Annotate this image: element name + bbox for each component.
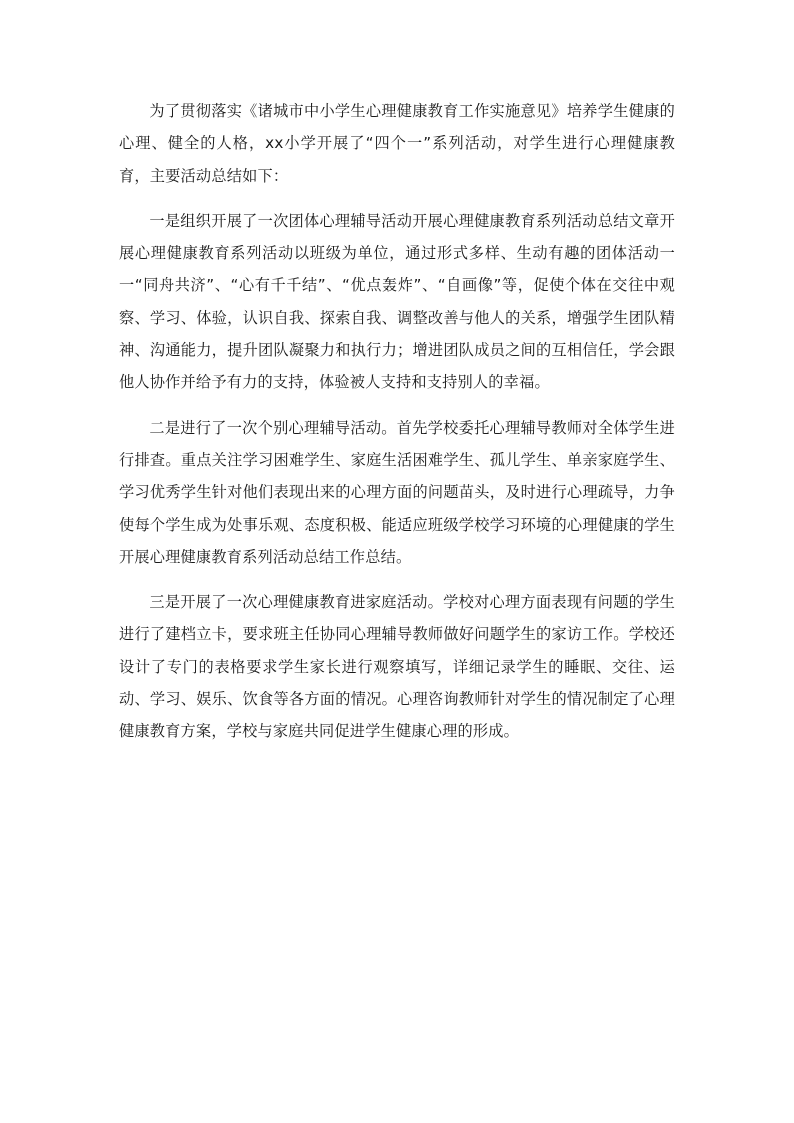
activity-three-paragraph: 三是开展了一次心理健康教育进家庭活动。学校对心理方面表现有问题的学生进行了建档立卡，要求班主任协同心理辅导教师做好问题学生的家访工作。学校还设计了专门的表格要求学生家长进行观察填写，详细记录学生的睡眠、交往、运动、学习、娱乐、饮食等各方面的情况。心理咨询教师针对学生的情况制定了心理健康教育方案，学校与家庭共同促进学生健康心理的形成。 <box>119 593 675 741</box>
activity-two-paragraph: 二是进行了一次个别心理辅导活动。首先学校委托心理辅导教师对全体学生进行排查。重点关注学习困难学生、家庭生活困难学生、孤儿学生、单亲家庭学生、学习优秀学生针对他们表现出来的心理方面的问题苗头，及时进行心理疏导，力争使每个学生成为处事乐观、态度积极、能适应班级学校学习环境的心理健康的学生开展心理健康教育系列活动总结工作总结。 <box>119 418 675 566</box>
document-page <box>119 95 675 761</box>
activity-one-paragraph: 一是组织开展了一次团体心理辅导活动开展心理健康教育系列活动总结文章开展心理健康教育系列活动以班级为单位，通过形式多样、生动有趣的团体活动一一“同舟共济”、“心有千千结”、“优点轰炸”、“自画像”等，促使个体在交往中观察、学习、体验，认识自我、探索自我、调整改善与他人的关系，增强学生团队精神、沟通能力，提升团队凝聚力和执行力；增进团队成员之间的互相信任，学会跟他人协作并给予有力的支持，体验被人支持和支持别人的幸福。 <box>119 211 675 392</box>
intro-paragraph: 为了贯彻落实《诸城市中小学生心理健康教育工作实施意见》培养学生健康的心理、健全的人格，xx小学开展了“四个一”系列活动，对学生进行心理健康教育，主要活动总结如下： <box>119 102 675 185</box>
